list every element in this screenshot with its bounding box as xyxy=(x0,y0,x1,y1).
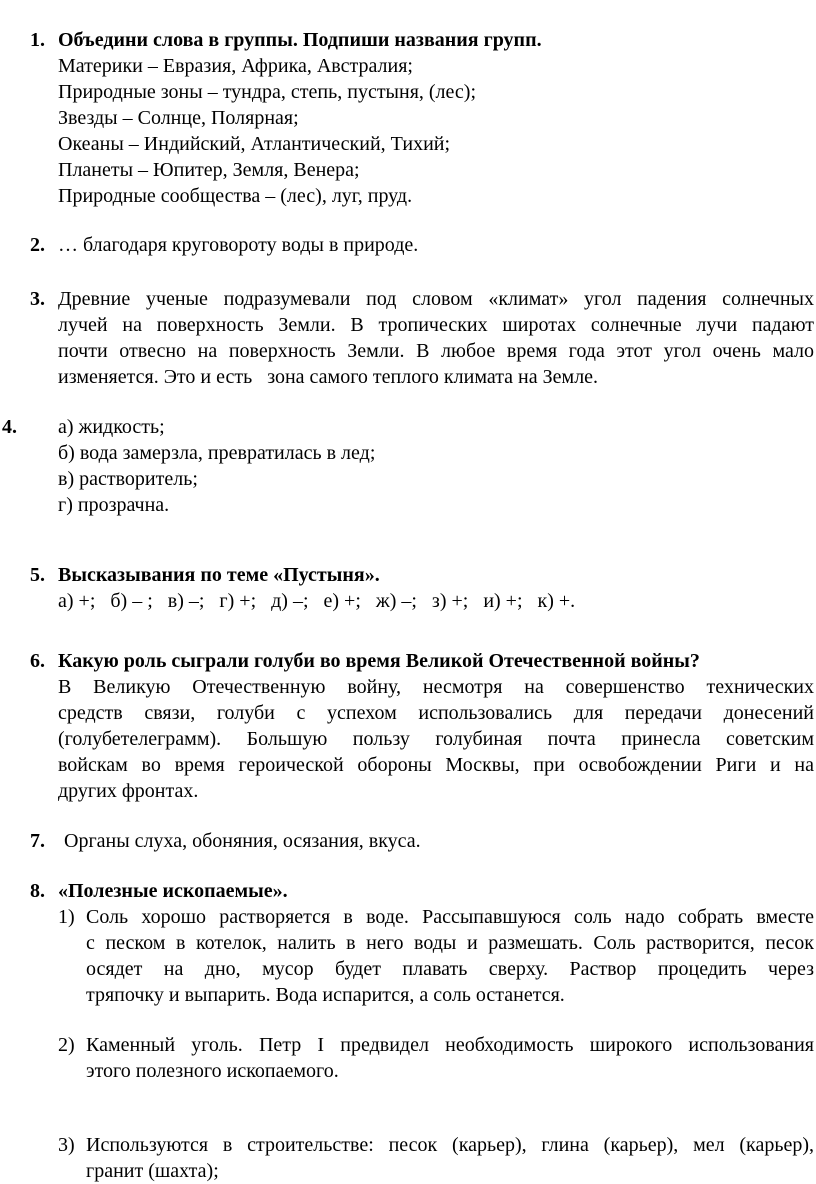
question-1-number: 1. xyxy=(30,29,45,51)
question-1-line: Океаны – Индийский, Атлантический, Тихий; xyxy=(58,133,451,155)
question-8-number: 8. xyxy=(30,880,45,902)
question-7-number: 7. xyxy=(30,830,45,852)
question-3-number: 3. xyxy=(30,288,45,310)
item-2-number: 2) xyxy=(58,1034,75,1056)
question-4-answer: б) вода замерзла, превратилась в лед; xyxy=(58,442,376,464)
question-6-line: войскам во время героической обороны Москвы, при освобождении Риги и на xyxy=(58,754,814,776)
question-5-answers: а) +; б) – ; в) –; г) +; д) –; е) +; ж) –; з) +; и) +; к) +. xyxy=(58,590,576,612)
question-3-line: Древние ученые подразумевали под словом «климат» угол падения солнечных xyxy=(58,288,814,310)
question-4-answer: г) прозрачна. xyxy=(58,494,170,516)
question-6-line: В Великую Отечественную войну, несмотря на совершенство технических xyxy=(58,676,814,698)
question-4-answer: а) жидкость; xyxy=(58,416,165,438)
question-6-line: (голубетелеграмм). Большую пользу голубиная почта принесла советским xyxy=(58,728,814,750)
question-4-number: 4. xyxy=(2,416,17,438)
question-2-number: 2. xyxy=(30,234,45,256)
item-1-line: тряпочку и выпарить. Вода испарится, а соль останется. xyxy=(86,984,565,1006)
question-3-line: лучей на поверхность Земли. В тропических широтах солнечные лучи падают xyxy=(58,314,814,336)
question-5-number: 5. xyxy=(30,564,45,586)
question-3-line: почти отвесно на поверхность Земли. В любое время года этот угол очень мало xyxy=(58,340,814,362)
item-1-line: осядет на дно, мусор будет плавать сверху. Раствор процедить через xyxy=(86,958,814,980)
item-3-number: 3) xyxy=(58,1134,75,1156)
question-4-answer: в) растворитель; xyxy=(58,468,198,490)
item-1-line: с песком в котелок, налить в него воды и размешать. Соль растворится, песок xyxy=(86,932,814,954)
item-2-line: Каменный уголь. Петр I предвидел необходимость широкого использования xyxy=(86,1034,814,1056)
item-2-line: этого полезного ископаемого. xyxy=(86,1060,339,1082)
question-8-title: «Полезные ископаемые». xyxy=(58,880,288,902)
item-3-line: гранит (шахта); xyxy=(86,1160,219,1182)
item-1-line: Соль хорошо растворяется в воде. Рассыпавшуюся соль надо собрать вместе xyxy=(86,906,814,928)
question-5-title: Высказывания по теме «Пустыня». xyxy=(58,564,380,586)
item-1-number: 1) xyxy=(58,906,75,928)
question-6-number: 6. xyxy=(30,650,45,672)
question-1-line: Природные сообщества – (лес), луг, пруд. xyxy=(58,185,413,207)
question-1-line: Природные зоны – тундра, степь, пустыня, (лес); xyxy=(58,81,477,103)
question-1-title: Объедини слова в группы. Подпиши названия групп. xyxy=(58,29,542,51)
question-7-answer: Органы слуха, обоняния, осязания, вкуса. xyxy=(64,830,421,852)
question-6-line: других фронтах. xyxy=(58,780,199,802)
item-3-line: Используются в строительстве: песок (карьер), глина (карьер), мел (карьер), xyxy=(86,1134,814,1156)
question-1-line: Звезды – Солнце, Полярная; xyxy=(58,107,299,129)
question-3-line: изменяется. Это и есть зона самого теплого климата на Земле. xyxy=(58,366,599,388)
question-6-title: Какую роль сыграли голуби во время Великой Отечественной войны? xyxy=(58,650,700,672)
question-2-answer: … благодаря круговороту воды в природе. xyxy=(58,234,419,256)
question-1-line: Планеты – Юпитер, Земля, Венера; xyxy=(58,159,360,181)
question-6-line: средств связи, голуби с успехом использовались для передачи донесений xyxy=(58,702,814,724)
question-1-line: Материки – Евразия, Африка, Австралия; xyxy=(58,55,413,77)
